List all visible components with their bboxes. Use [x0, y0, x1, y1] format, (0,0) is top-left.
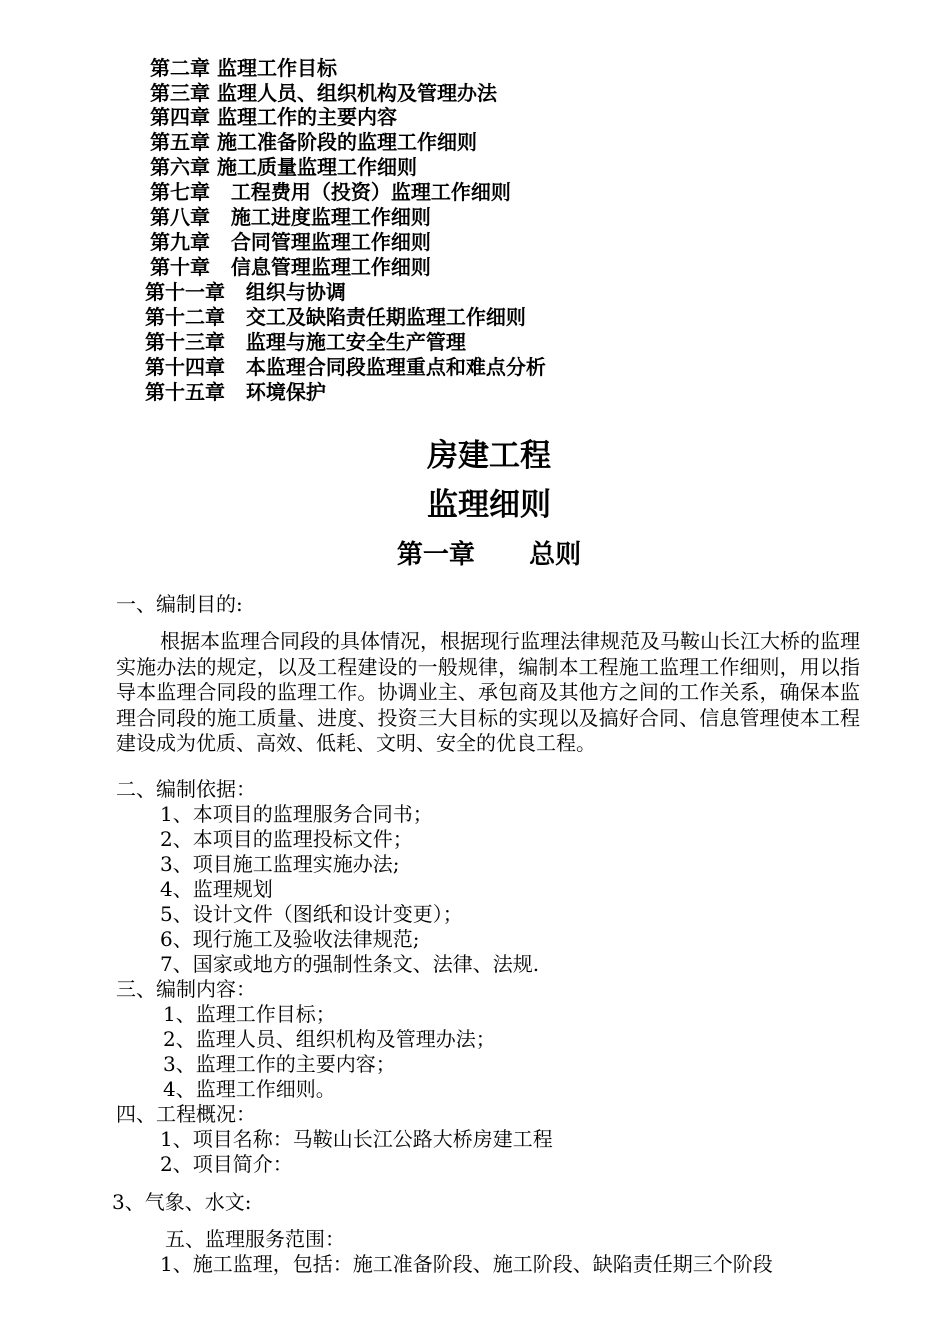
toc-entry: 第五章 施工准备阶段的监理工作细则 — [150, 130, 477, 154]
toc-entry: 第三章 监理人员、组织机构及管理办法 — [150, 81, 497, 105]
list-item: 1、监理工作目标； — [163, 1002, 336, 1026]
toc-entry: 第六章 施工质量监理工作细则 — [150, 155, 417, 179]
toc-entry: 第十三章 监理与施工安全生产管理 — [145, 330, 466, 354]
list-item: 7、国家或地方的强制性条文、法律、法规. — [160, 952, 540, 976]
toc-entry: 第九章 合同管理监理工作细则 — [150, 230, 431, 254]
list-item: 5、设计文件（图纸和设计变更）； — [160, 902, 463, 926]
toc-entry: 第十一章 组织与协调 — [145, 280, 346, 304]
list-item: 3、气象、水文: — [112, 1190, 252, 1214]
section-heading: 四、工程概况： — [116, 1102, 256, 1126]
toc-entry: 第八章 施工进度监理工作细则 — [150, 205, 431, 229]
list-item: 4、监理规划 — [160, 877, 273, 901]
list-item: 3、监理工作的主要内容； — [163, 1052, 396, 1076]
list-item: 2、监理人员、组织机构及管理办法； — [163, 1027, 496, 1051]
list-item: 1、施工监理，包括：施工准备阶段、施工阶段、缺陷责任期三个阶段 — [160, 1252, 773, 1276]
list-item: 1、本项目的监理服务合同书； — [160, 802, 433, 826]
section-paragraph: 根据本监理合同段的具体情况，根据现行监理法律规范及马鞍山长江大桥的监理实施办法的规定，以及工程建设的一般规律，编制本工程施工监理工作细则，用以指导本监理合同段的监理工作。协调业主、承包商及其他方之间的工作关系，确保本监理合同段的施工质量、进度、投资三大目标的实现以及搞好合同、信息管理使本工程建设成为优质、高效、低耗、文明、安全的优良工程。 — [116, 629, 860, 756]
section-heading: 三、编制内容： — [116, 977, 256, 1001]
list-item: 1、项目名称：马鞍山长江公路大桥房建工程 — [160, 1127, 553, 1151]
toc-entry: 第七章 工程费用（投资）监理工作细则 — [150, 180, 511, 204]
toc-entry: 第十二章 交工及缺陷责任期监理工作细则 — [145, 305, 526, 329]
chapter-title: 第一章 总则 — [396, 540, 582, 570]
toc-entry: 第四章 监理工作的主要内容 — [150, 105, 397, 129]
toc-entry: 第十五章 环境保护 — [145, 380, 326, 404]
list-item: 3、项目施工监理实施办法; — [160, 852, 400, 876]
document-title: 房建工程 — [427, 438, 551, 474]
toc-entry: 第二章 监理工作目标 — [150, 56, 337, 80]
section-heading: 二、编制依据： — [116, 777, 256, 801]
document-subtitle: 监理细则 — [427, 487, 551, 523]
list-item: 2、本项目的监理投标文件； — [160, 827, 413, 851]
toc-entry: 第十四章 本监理合同段监理重点和难点分析 — [145, 355, 546, 379]
section-heading: 五、监理服务范围： — [165, 1227, 345, 1251]
list-item: 6、现行施工及验收法律规范; — [160, 927, 420, 951]
list-item: 4、监理工作细则。 — [163, 1077, 336, 1101]
toc-entry: 第十章 信息管理监理工作细则 — [150, 255, 431, 279]
section-heading: 一、编制目的: — [116, 592, 243, 616]
list-item: 2、项目简介： — [160, 1152, 293, 1176]
